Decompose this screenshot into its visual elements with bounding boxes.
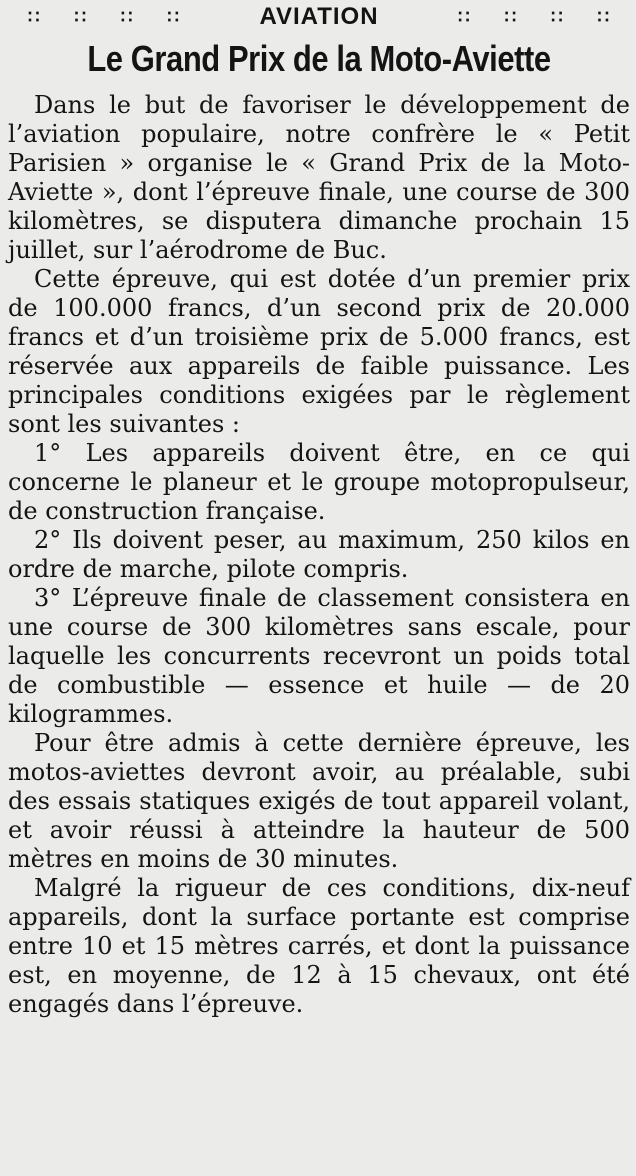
rubric-ornaments-left: [8, 7, 200, 28]
ornament: ∷: [597, 6, 610, 27]
ornament: ∷: [28, 6, 41, 27]
ornament: ∷: [458, 6, 471, 27]
ornament: ∷: [504, 6, 518, 27]
ornament: ∷: [74, 6, 87, 27]
paragraph-intro: Dans le but de favoriser le développement de l’aviation populaire, notre confrère le « Petit Parisien » organise le « Grand Prix de la Moto-Aviette », dont l’épreuve finale, une course de 300 kilomètres, se disputera dimanche prochain 15 juillet, sur l’aérodrome de Buc.: [8, 91, 630, 264]
section-rubric: [8, 2, 630, 32]
paragraph-entrants: Malgré la rigueur de ces conditions, dix-neuf appareils, dont la surface portante est comprise entre 10 et 15 mètres carrés, et dont la puissance est, en moyenne, de 12 à 15 chevaux, ont été engagés dans l’épreuve.: [8, 874, 630, 1018]
ornament: ∷: [120, 6, 134, 27]
article-body: [8, 91, 630, 1019]
ornament: ∷: [551, 6, 564, 27]
rubric-ornaments-right: [438, 7, 630, 28]
condition-1: 1° Les appareils doivent être, en ce qui concerne le planeur et le groupe motopropulseur, de construction française.: [8, 439, 630, 525]
section-title: AVIATION: [259, 3, 379, 30]
condition-2: 2° Ils doivent peser, au maximum, 250 kilos en ordre de marche, pilote compris.: [8, 526, 630, 583]
paragraph-prizes: Cette épreuve, qui est dotée d’un premier prix de 100.000 francs, d’un second prix de 20.000 francs et d’un troisième prix de 5.000 francs, est réservée aux appareils de faible puissance. Les principales conditions exigées par le règlement sont les suivantes :: [8, 265, 630, 438]
article-headline: Le Grand Prix de la Moto-Aviette: [87, 38, 551, 79]
condition-3: 3° L’épreuve finale de classement consistera en une course de 300 kilomètres sans escale, pour laquelle les concurrents recevront un poids total de combustible — essence et huile — de 20 kilogrammes.: [8, 584, 630, 728]
ornament: ∷: [167, 6, 180, 27]
paragraph-admission: Pour être admis à cette dernière épreuve, les motos-aviettes devront avoir, au préalable, subi des essais statiques exigés de tout appareil volant, et avoir réussi à atteindre la hauteur de 500 mètres en moins de 30 minutes.: [8, 729, 630, 873]
